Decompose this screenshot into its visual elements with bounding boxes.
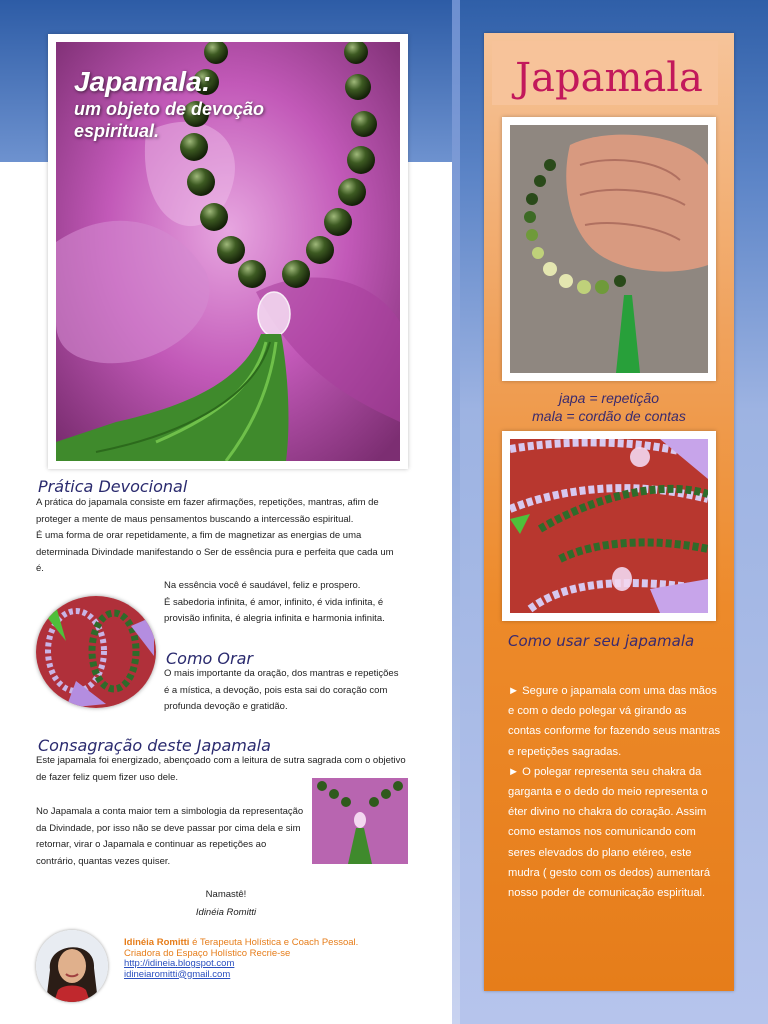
hero-title-main: Japamala: bbox=[74, 66, 211, 97]
divider-band bbox=[452, 0, 460, 1024]
heading-consagracao: Consagração deste Japamala bbox=[38, 736, 271, 755]
howto-bullet-1: ► Segure o japamala com uma das mãos e com o dedo polegar vá girando as contas conforme for fazendo seus mantras e repetições sagradas. bbox=[508, 685, 721, 758]
sidebar-title: Japamala bbox=[515, 55, 703, 101]
pratica-p4: É sabedoria infinita, é amor, infinito, é vida infinita, é provisão infinita, é alegria infinita e harmonia infinita. bbox=[164, 596, 385, 624]
orar-text-block bbox=[164, 666, 400, 716]
round-japamala-photo bbox=[36, 596, 156, 708]
hand-japamala-image bbox=[510, 125, 708, 373]
beads-on-red-image bbox=[510, 439, 708, 613]
pratica-p3: Na essência você é saudável, feliz e prospero. bbox=[164, 580, 361, 591]
pratica-text-block bbox=[36, 495, 400, 578]
hero-photo bbox=[48, 34, 408, 469]
small-japamala-photo bbox=[312, 778, 408, 864]
sidebar-panel bbox=[484, 33, 734, 991]
heading-como-orar: Como Orar bbox=[166, 649, 253, 668]
consagracao-text-block-2 bbox=[36, 804, 304, 870]
sidebar-photo-beads bbox=[502, 431, 716, 621]
sidebar-howto-text bbox=[508, 681, 722, 903]
pratica-essence-block bbox=[164, 578, 408, 628]
pratica-p1: A prática do japamala consiste em fazer afirmações, repetições, mantras, afim de proteger a mente de maus pensamentos buscando a intercessão espiritual. bbox=[36, 497, 379, 525]
bio-blog-link[interactable]: http://idineia.blogspot.com bbox=[124, 958, 235, 969]
hero-subtitle: um objeto de devoção espiritual. bbox=[74, 99, 265, 141]
bio-email-link[interactable]: idineiaromitti@gmail.com bbox=[124, 968, 231, 980]
japamala-small-image bbox=[312, 778, 408, 864]
consagracao-p2: No Japamala a conta maior tem a simbologia da representação da Divindade, por isso não se deve passar por cima dela e sim retornar, virar o Japamala e continuar as repetições ao contrário, quantas vezes quiser. bbox=[36, 806, 304, 867]
heading-pratica: Prática Devocional bbox=[38, 477, 188, 496]
author-bio bbox=[124, 938, 444, 980]
sidebar-photo-hand bbox=[502, 117, 716, 381]
pratica-p2: É uma forma de orar repetidamente, a fim de magnetizar as energias de uma determinada Divindade manifestando o Ser de essência pura e perfeita que cada um é. bbox=[36, 530, 394, 574]
orar-p1: O mais importante da oração, dos mantras e repetições é a mística, a devoção, pois esta sai do coração com profunda devoção e gratidão. bbox=[164, 668, 399, 712]
signature-name: Idinéia Romitti bbox=[195, 907, 257, 918]
signature-greeting: Namastê! bbox=[205, 889, 247, 900]
howto-bullet-2: ► O polegar representa seu chakra da garganta e o dedo do meio representa o éter divino no chakra do coração. Assim como estamos nos comunicando com seres elevados do plano etéreo, este mudra ( gesto com os dedos) aumentará nosso poder de comunicação espiritual. bbox=[508, 765, 711, 900]
bio-role: é Terapeuta Holística e Coach Pessoal. bbox=[189, 937, 359, 948]
author-avatar bbox=[36, 930, 108, 1002]
caption-mala: mala = cordão de contas bbox=[532, 408, 686, 424]
bio-line-2: Criadora do Espaço Holístico Recrie-se bbox=[124, 947, 291, 959]
japamala-round-image bbox=[36, 596, 156, 708]
sidebar-howto-heading: Como usar seu japamala bbox=[508, 632, 695, 650]
caption-japa: japa = repetição bbox=[558, 390, 660, 406]
consagracao-p1: Este japamala foi energizado, abençoado com a leitura de sutra sagrada com o objetivo de fazer feliz quem fizer uso dele. bbox=[36, 755, 406, 783]
hero-title bbox=[74, 66, 294, 142]
bio-name: Idinéia Romitti bbox=[124, 937, 190, 948]
bio-line-1 bbox=[124, 938, 444, 949]
author-portrait bbox=[36, 930, 108, 1002]
